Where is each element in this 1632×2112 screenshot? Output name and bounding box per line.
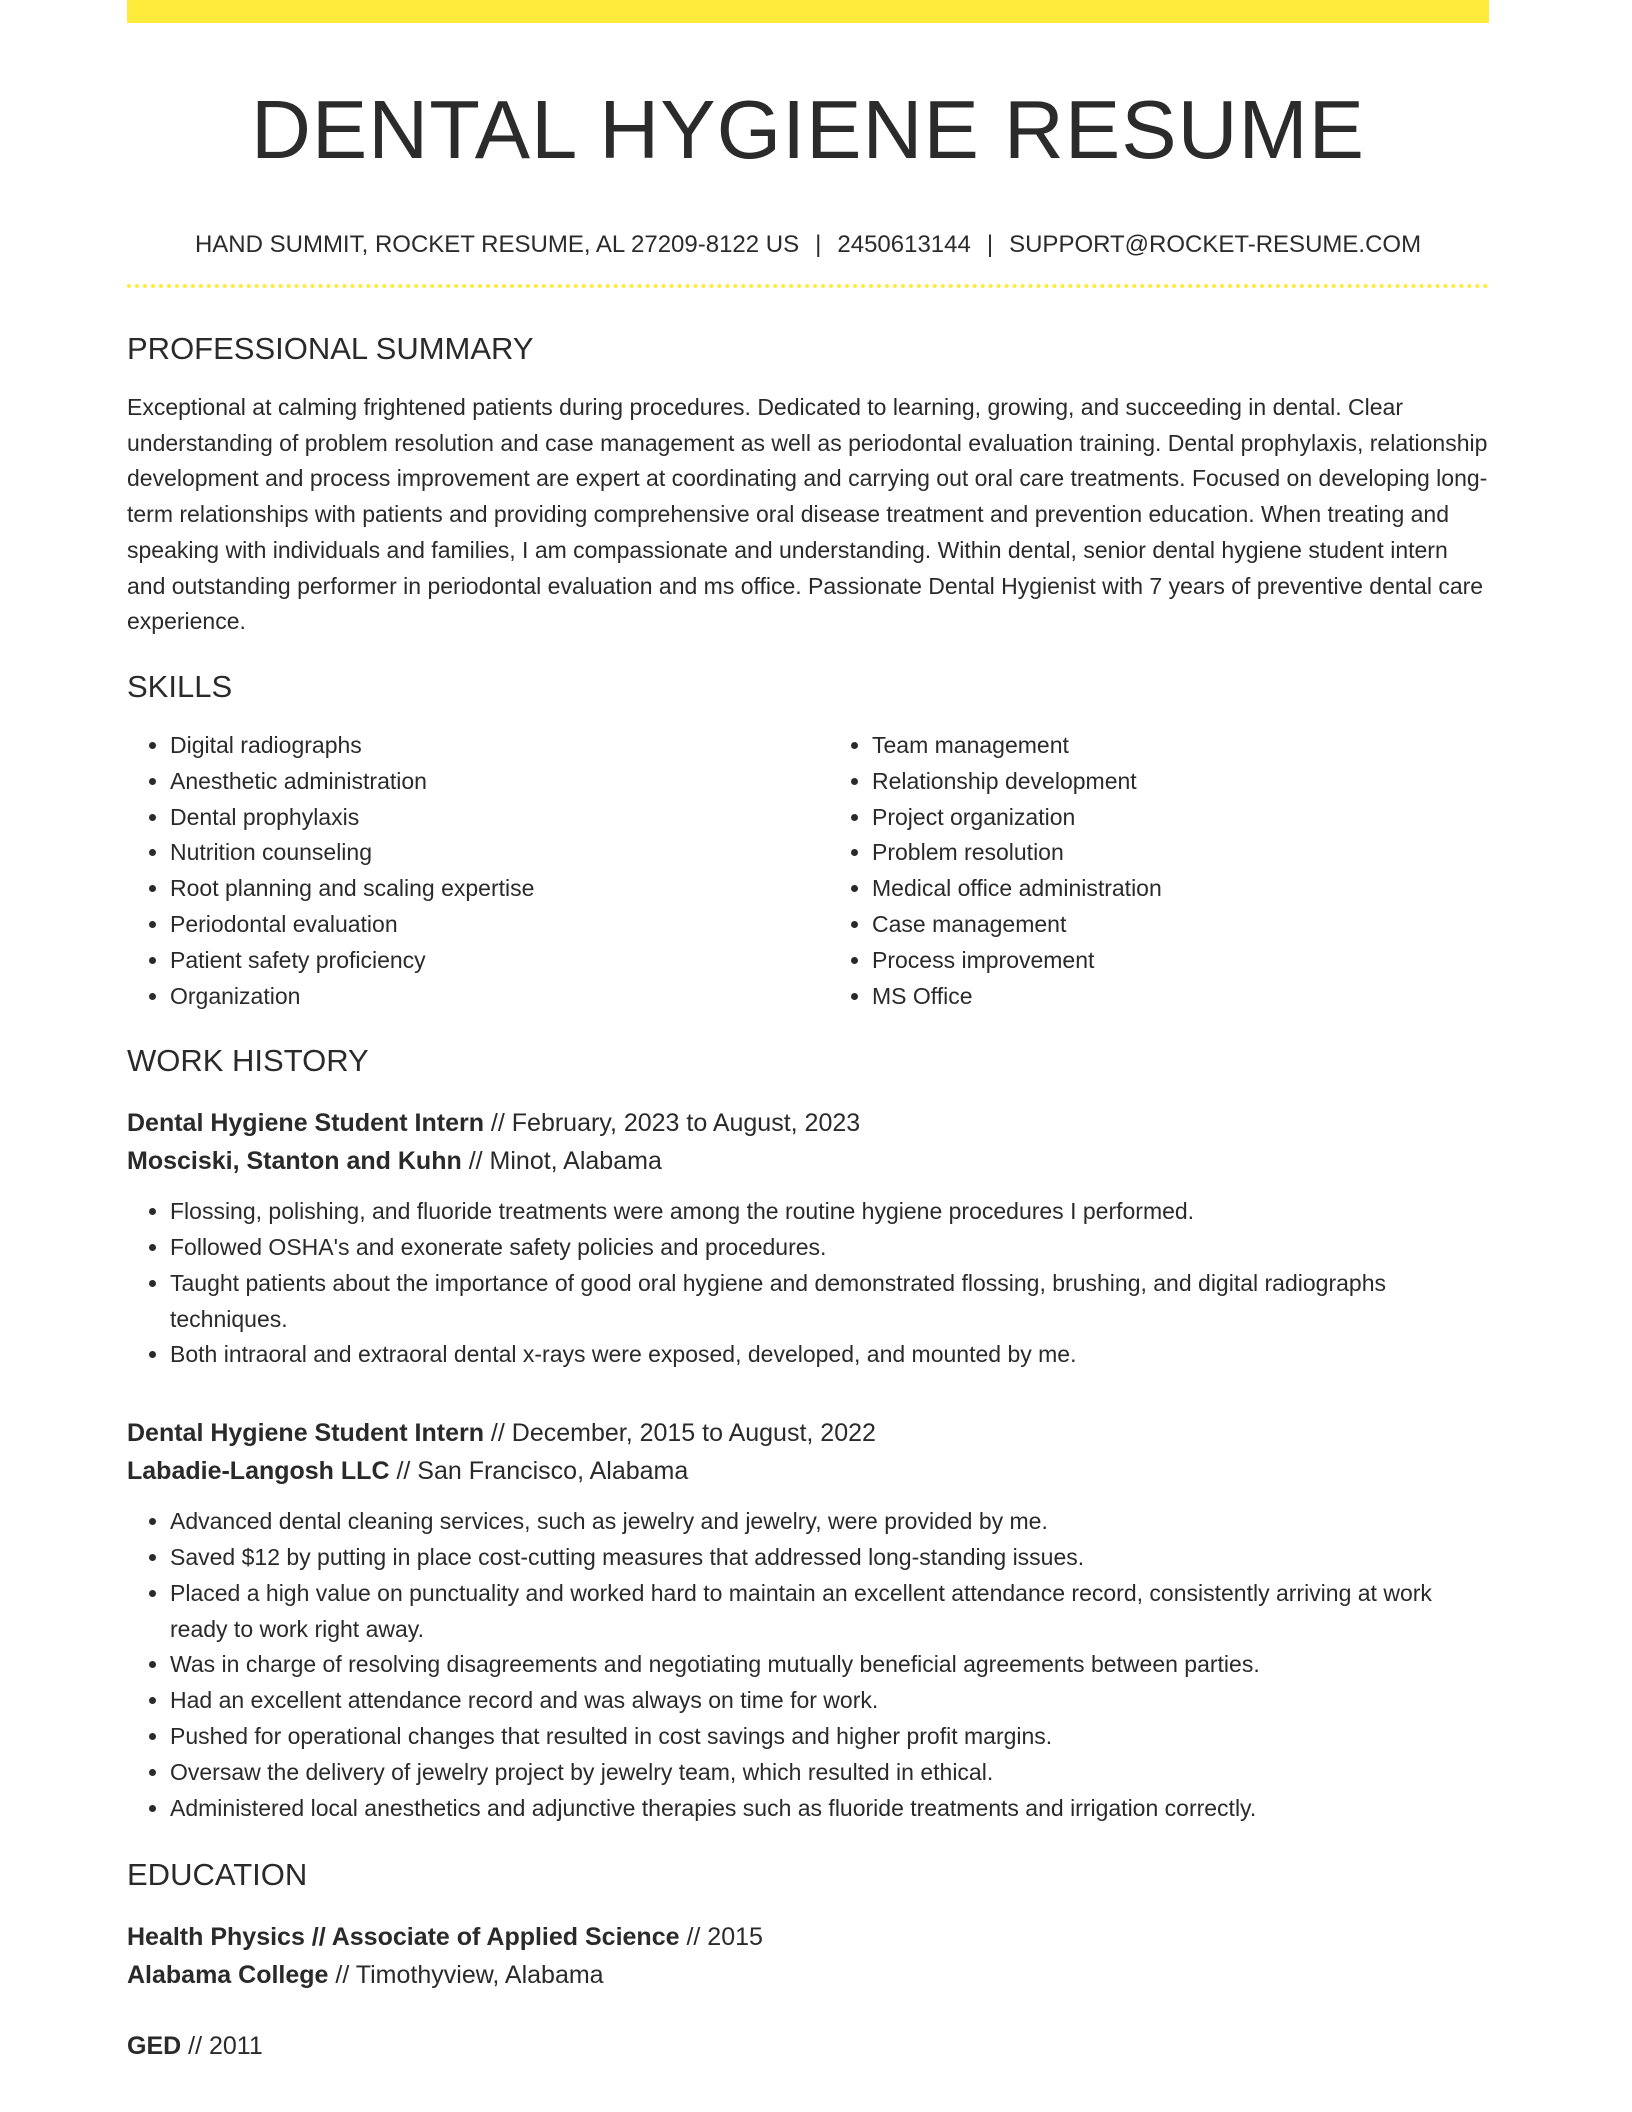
skills-list xyxy=(127,728,1489,1014)
education-school: Alabama College xyxy=(127,1961,329,1990)
contact-line xyxy=(127,230,1489,260)
skill-item: • Relationship development xyxy=(872,764,1489,800)
skill-item: • Process improvement xyxy=(872,943,1489,979)
skill-item: • Problem resolution xyxy=(872,835,1489,871)
dotted-divider xyxy=(127,284,1489,288)
job-dates: // February, 2023 to August, 2023 xyxy=(483,1109,861,1138)
contact-phone: 2450613144 xyxy=(837,231,971,258)
education-year: // 2011 xyxy=(181,2032,263,2061)
job-title-line xyxy=(127,1104,1489,1142)
education-location: // Timothyview, Alabama xyxy=(328,1961,604,1990)
education-degree: GED xyxy=(127,2032,182,2061)
contact-email: SUPPORT@ROCKET-RESUME.COM xyxy=(1009,231,1422,258)
resume-title: DENTAL HYGIENE RESUME xyxy=(250,83,1366,176)
job-entry xyxy=(127,1104,1489,1373)
job-location: // Minot, Alabama xyxy=(461,1147,662,1176)
job-bullet: • Both intraoral and extraoral dental x-rays were exposed, developed, and mounted by me. xyxy=(170,1337,1489,1373)
education-degree: Health Physics // Associate of Applied Science xyxy=(127,1923,680,1952)
skills-left-column xyxy=(127,728,787,1014)
job-bullet: • Placed a high value on punctuality and worked hard to maintain an excellent attendance record, consistently arriving at work ready to work right away. xyxy=(170,1576,1489,1648)
job-bullets xyxy=(127,1194,1489,1373)
skill-item: • Anesthetic administration xyxy=(170,764,787,800)
job-bullet: • Had an excellent attendance record and was always on time for work. xyxy=(170,1683,1489,1719)
job-company: Labadie-Langosh LLC xyxy=(127,1457,390,1486)
job-bullet: • Followed OSHA's and exonerate safety policies and procedures. xyxy=(170,1230,1489,1266)
job-bullet: • Advanced dental cleaning services, such as jewelry and jewelry, were provided by me. xyxy=(170,1504,1489,1540)
summary-heading: PROFESSIONAL SUMMARY xyxy=(127,331,534,366)
job-bullet: • Saved $12 by putting in place cost-cutting measures that addressed long-standing issues. xyxy=(170,1540,1489,1576)
job-company-line xyxy=(127,1142,1489,1180)
skill-item: • Periodontal evaluation xyxy=(170,907,787,943)
skill-item: • Patient safety proficiency xyxy=(170,943,787,979)
education-degree-line xyxy=(127,2027,1489,2065)
job-location: // San Francisco, Alabama xyxy=(389,1457,689,1486)
contact-address: HAND SUMMIT, ROCKET RESUME, AL 27209-8122 US xyxy=(194,231,800,258)
education-heading: EDUCATION xyxy=(127,1857,308,1893)
job-bullet: • Pushed for operational changes that resulted in cost savings and higher profit margins. xyxy=(170,1719,1489,1755)
skill-item: • Dental prophylaxis xyxy=(170,800,787,836)
job-title-line xyxy=(127,1414,1489,1452)
job-dates: // December, 2015 to August, 2022 xyxy=(483,1419,876,1448)
skill-item: • Digital radiographs xyxy=(170,728,787,764)
skills-right-column xyxy=(829,728,1489,1014)
summary-text: Exceptional at calming frightened patients during procedures. Dedicated to learning, growing, and succeeding in dental. Clear understanding of problem resolution and case management as well as periodontal evaluation training. Dental prophylaxis, relationship development and process improvement are expert at coordinating and carrying out oral care treatments. Focused on developing long-term relationships with patients and providing comprehensive oral disease treatment and prevention education. When treating and speaking with individuals and families, I am compassionate and understanding. Within dental, senior dental hygiene student intern and outstanding performer in periodontal evaluation and ms office. Passionate Dental Hygienist with 7 years of preventive dental care experience. xyxy=(127,394,1488,635)
skill-item: • Team management xyxy=(872,728,1489,764)
education-degree-line xyxy=(127,1918,1489,1956)
contact-separator: | xyxy=(986,231,994,258)
skill-item: • Case management xyxy=(872,907,1489,943)
job-bullet: • Taught patients about the importance of good oral hygiene and demonstrated flossing, brushing, and digital radiographs techniques. xyxy=(170,1266,1489,1338)
contact-separator: | xyxy=(815,231,822,258)
job-entry xyxy=(127,1414,1489,1826)
job-company-line xyxy=(127,1452,1489,1490)
work-history-heading: WORK HISTORY xyxy=(127,1043,369,1079)
resume-content xyxy=(127,0,1489,2065)
job-title: Dental Hygiene Student Intern xyxy=(127,1109,484,1138)
job-bullet: • Oversaw the delivery of jewelry project by jewelry team, which resulted in ethical. xyxy=(170,1755,1489,1791)
skill-item: • MS Office xyxy=(872,979,1489,1015)
job-bullets xyxy=(127,1504,1489,1826)
skill-item: • Root planning and scaling expertise xyxy=(170,871,787,907)
education-school-line xyxy=(127,1956,1489,1994)
education-year: // 2015 xyxy=(679,1923,763,1952)
skill-item: • Nutrition counseling xyxy=(170,835,787,871)
job-bullet: • Administered local anesthetics and adjunctive therapies such as fluoride treatments and irrigation correctly. xyxy=(170,1791,1489,1827)
job-bullet: • Flossing, polishing, and fluoride treatments were among the routine hygiene procedures I performed. xyxy=(170,1194,1489,1230)
job-bullet: • Was in charge of resolving disagreements and negotiating mutually beneficial agreements between parties. xyxy=(170,1647,1489,1683)
job-title: Dental Hygiene Student Intern xyxy=(127,1419,484,1448)
skills-heading: SKILLS xyxy=(127,668,233,704)
skill-item: • Medical office administration xyxy=(872,871,1489,907)
skill-item: • Project organization xyxy=(872,800,1489,836)
job-company: Mosciski, Stanton and Kuhn xyxy=(127,1147,462,1176)
skill-item: • Organization xyxy=(170,979,787,1015)
